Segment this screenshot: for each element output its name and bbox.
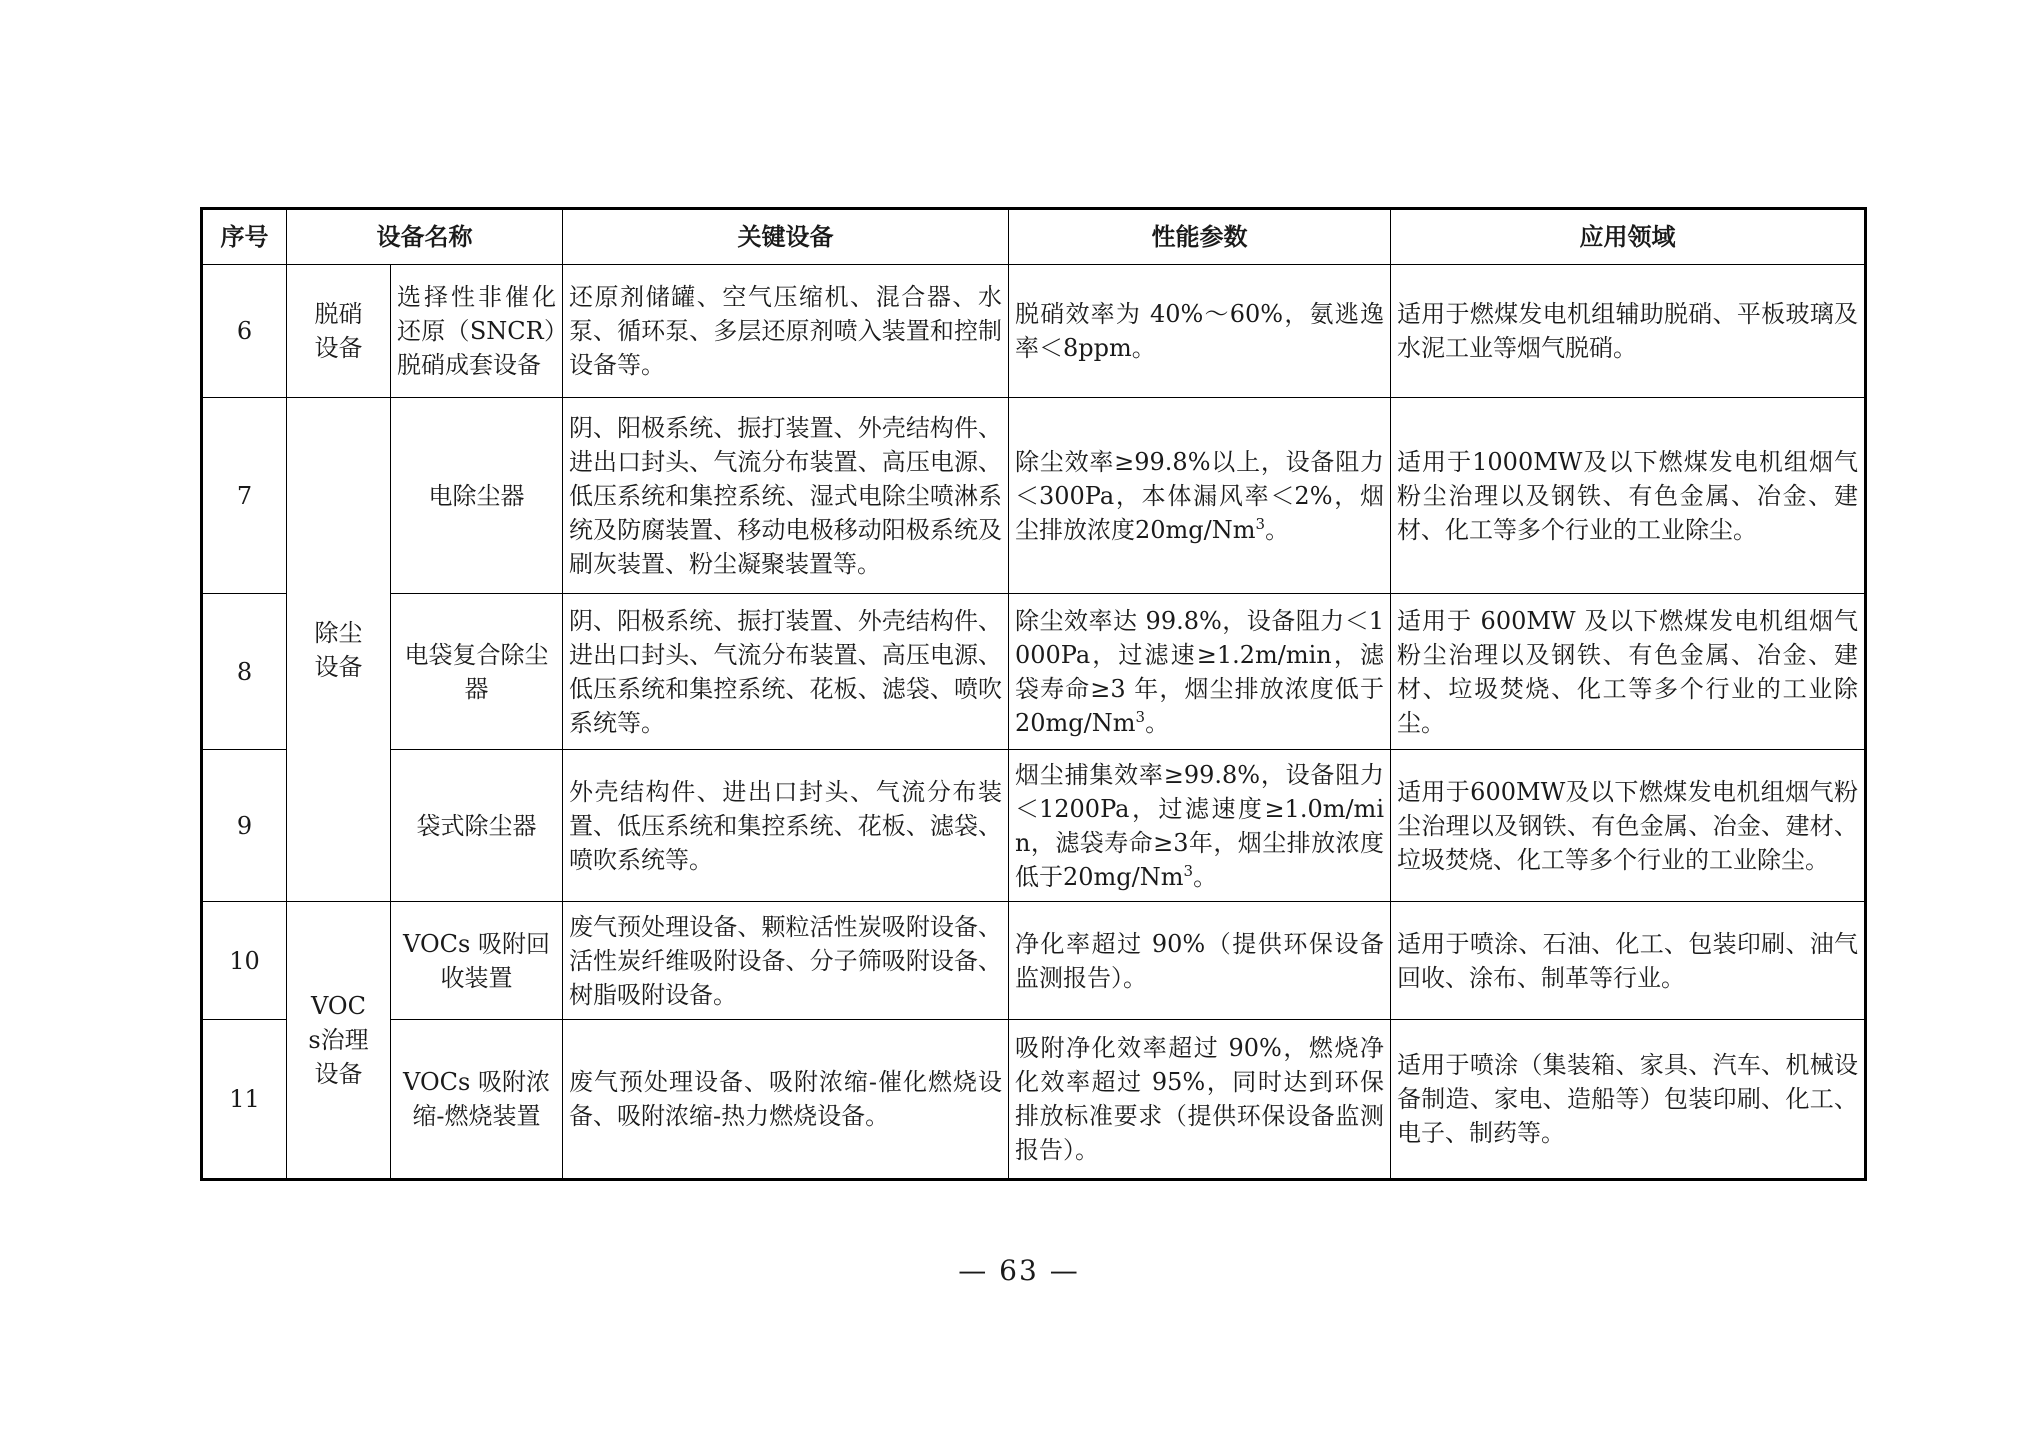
device-name: 电除尘器 <box>391 398 563 594</box>
performance-text: 除尘效率≥99.8%以上，设备阻力＜300Pa，本体漏风率＜2%，烟尘排放浓度20mg/Nm <box>1015 447 1384 544</box>
device-name: VOCs 吸附回收装置 <box>391 902 563 1020</box>
application: 适用于喷涂、石油、化工、包装印刷、油气回收、涂布、制革等行业。 <box>1391 902 1866 1020</box>
header-key-equipment: 关键设备 <box>563 209 1009 265</box>
table-row <box>202 902 1866 1020</box>
row-no: 6 <box>202 265 287 398</box>
table-row <box>202 750 1866 902</box>
table-row <box>202 1020 1866 1180</box>
performance-text: 烟尘捕集效率≥99.8%，设备阻力＜1200Pa，过滤速度≥1.0m/min，滤袋寿命≥3年，烟尘排放浓度低于20mg/Nm <box>1015 760 1384 891</box>
application: 适用于600MW及以下燃煤发电机组烟气粉尘治理以及钢铁、有色金属、冶金、建材、垃圾焚烧、化工等多个行业的工业除尘。 <box>1391 750 1866 902</box>
performance <box>1009 398 1391 594</box>
group-dust: 除尘设备 <box>287 398 391 902</box>
table-row <box>202 594 1866 750</box>
table-row <box>202 265 1866 398</box>
superscript: 3 <box>1183 861 1194 880</box>
key-equipment: 废气预处理设备、吸附浓缩-催化燃烧设备、吸附浓缩-热力燃烧设备。 <box>563 1020 1009 1180</box>
application: 适用于喷涂（集装箱、家具、汽车、机械设备制造、家电、造船等）包装印刷、化工、电子、制药等。 <box>1391 1020 1866 1180</box>
performance <box>1009 750 1391 902</box>
row-no: 10 <box>202 902 287 1020</box>
key-equipment: 阴、阳极系统、振打装置、外壳结构件、进出口封头、气流分布装置、高压电源、低压系统和集控系统、花板、滤袋、喷吹系统等。 <box>563 594 1009 750</box>
application: 适用于 600MW 及以下燃煤发电机组烟气粉尘治理以及钢铁、有色金属、冶金、建材、垃圾焚烧、化工等多个行业的工业除尘。 <box>1391 594 1866 750</box>
row-no: 8 <box>202 594 287 750</box>
equipment-table <box>200 207 1867 1181</box>
header-row <box>202 209 1866 265</box>
performance-text: 除尘效率达 99.8%，设备阻力＜1000Pa，过滤速≥1.2m/min，滤袋寿命≥3 年，烟尘排放浓度低于20mg/Nm <box>1015 606 1384 737</box>
device-name: 选择性非催化还原（SNCR）脱硝成套设备 <box>391 265 563 398</box>
performance <box>1009 594 1391 750</box>
application: 适用于1000MW及以下燃煤发电机组烟气粉尘治理以及钢铁、有色金属、冶金、建材、化工等多个行业的工业除尘。 <box>1391 398 1866 594</box>
header-application: 应用领域 <box>1391 209 1866 265</box>
row-no: 7 <box>202 398 287 594</box>
performance: 吸附净化效率超过 90%，燃烧净化效率超过 95%，同时达到环保排放标准要求（提供环保设备监测报告）。 <box>1009 1020 1391 1180</box>
key-equipment: 阴、阳极系统、振打装置、外壳结构件、进出口封头、气流分布装置、高压电源、低压系统和集控系统、湿式电除尘喷淋系统及防腐装置、移动电极移动阳极系统及刷灰装置、粉尘凝聚装置等。 <box>563 398 1009 594</box>
header-name: 设备名称 <box>287 209 563 265</box>
header-performance: 性能参数 <box>1009 209 1391 265</box>
group-denitration: 脱硝设备 <box>287 265 391 398</box>
group-vocs: VOCs治理设备 <box>287 902 391 1180</box>
performance: 净化率超过 90%（提供环保设备监测报告）。 <box>1009 902 1391 1020</box>
device-name: VOCs 吸附浓缩-燃烧装置 <box>391 1020 563 1180</box>
page-number: — 63 — <box>958 1254 1080 1287</box>
key-equipment: 外壳结构件、进出口封头、气流分布装置、低压系统和集控系统、花板、滤袋、喷吹系统等。 <box>563 750 1009 902</box>
performance: 脱硝效率为 40%～60%，氨逃逸率＜8ppm。 <box>1009 265 1391 398</box>
performance-tail: 。 <box>1145 708 1170 737</box>
performance-tail: 。 <box>1193 862 1218 891</box>
header-no: 序号 <box>202 209 287 265</box>
application: 适用于燃煤发电机组辅助脱硝、平板玻璃及水泥工业等烟气脱硝。 <box>1391 265 1866 398</box>
row-no: 11 <box>202 1020 287 1180</box>
superscript: 3 <box>1255 514 1266 533</box>
superscript: 3 <box>1135 707 1146 726</box>
table-row <box>202 398 1866 594</box>
row-no: 9 <box>202 750 287 902</box>
device-name: 袋式除尘器 <box>391 750 563 902</box>
device-name: 电袋复合除尘器 <box>391 594 563 750</box>
performance-tail: 。 <box>1265 515 1290 544</box>
key-equipment: 还原剂储罐、空气压缩机、混合器、水泵、循环泵、多层还原剂喷入装置和控制设备等。 <box>563 265 1009 398</box>
key-equipment: 废气预处理设备、颗粒活性炭吸附设备、活性炭纤维吸附设备、分子筛吸附设备、树脂吸附设备。 <box>563 902 1009 1020</box>
